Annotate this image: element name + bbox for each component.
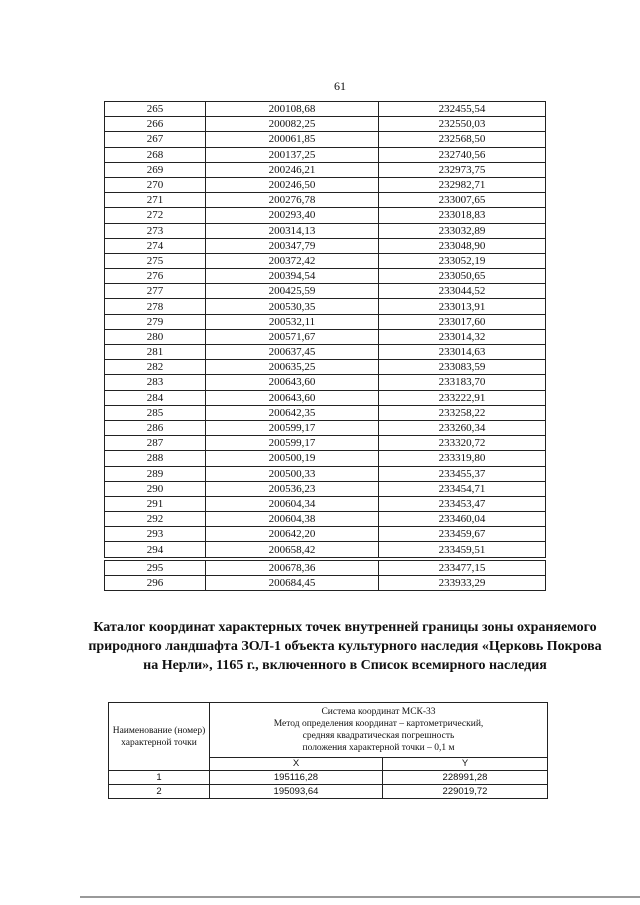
cell-point: 279 <box>105 314 206 329</box>
table-row <box>105 527 546 542</box>
cell-point: 294 <box>105 542 206 557</box>
cell-point: 296 <box>105 576 206 591</box>
cell-y: 233320,72 <box>379 436 546 451</box>
cell-y: 233048,90 <box>379 238 546 253</box>
cell-y: 233459,67 <box>379 527 546 542</box>
cell-x: 200394,54 <box>206 269 379 284</box>
cell-y: 233319,80 <box>379 451 546 466</box>
cell-x: 200678,36 <box>206 561 379 576</box>
coordinate-table-continued <box>104 560 546 591</box>
cell-y: 233222,91 <box>379 390 546 405</box>
table-row <box>105 481 546 496</box>
table-row <box>105 466 546 481</box>
cell-x: 200276,78 <box>206 193 379 208</box>
cell-point: 273 <box>105 223 206 238</box>
cell-x: 200372,42 <box>206 253 379 268</box>
cell-y: 233013,91 <box>379 299 546 314</box>
cell-y: 233017,60 <box>379 314 546 329</box>
cell-point: 276 <box>105 269 206 284</box>
cell-x: 200293,40 <box>206 208 379 223</box>
table-row <box>105 117 546 132</box>
table-row <box>105 102 546 117</box>
cell-point: 295 <box>105 561 206 576</box>
cell-y: 233258,22 <box>379 405 546 420</box>
cell-point: 1 <box>109 771 210 785</box>
cell-y: 233032,89 <box>379 223 546 238</box>
cell-point: 293 <box>105 527 206 542</box>
table-row <box>105 223 546 238</box>
table-row <box>105 576 546 591</box>
cell-x: 200599,17 <box>206 436 379 451</box>
cell-point: 266 <box>105 117 206 132</box>
cell-x: 200108,68 <box>206 102 379 117</box>
table-row <box>105 238 546 253</box>
cell-point: 281 <box>105 345 206 360</box>
table-row <box>105 314 546 329</box>
header-x: X <box>210 758 383 771</box>
cell-point: 291 <box>105 496 206 511</box>
cell-point: 265 <box>105 102 206 117</box>
table-row <box>105 299 546 314</box>
cell-x: 200347,79 <box>206 238 379 253</box>
cell-x: 200643,60 <box>206 375 379 390</box>
table-row <box>105 390 546 405</box>
cell-y: 233052,19 <box>379 253 546 268</box>
table-row <box>105 253 546 268</box>
table-row <box>105 269 546 284</box>
cell-x: 200532,11 <box>206 314 379 329</box>
cell-x: 195116,28 <box>210 771 383 785</box>
cell-x: 195093,64 <box>210 785 383 799</box>
table-row <box>109 785 548 799</box>
cell-x: 200637,45 <box>206 345 379 360</box>
header-y: Y <box>383 758 548 771</box>
cell-point: 272 <box>105 208 206 223</box>
cell-x: 200536,23 <box>206 481 379 496</box>
cell-x: 200425,59 <box>206 284 379 299</box>
table-row <box>105 162 546 177</box>
header-system-line: положения характерной точки – 0,1 м <box>302 743 455 753</box>
table-row <box>105 193 546 208</box>
cell-y: 232740,56 <box>379 147 546 162</box>
cell-y: 233083,59 <box>379 360 546 375</box>
cell-point: 268 <box>105 147 206 162</box>
cell-y: 233014,63 <box>379 345 546 360</box>
coordinate-table <box>104 101 546 558</box>
cell-point: 286 <box>105 420 206 435</box>
cell-y: 232455,54 <box>379 102 546 117</box>
cell-y: 233260,34 <box>379 420 546 435</box>
cell-y: 232973,75 <box>379 162 546 177</box>
cell-y: 233453,47 <box>379 496 546 511</box>
table-row <box>105 147 546 162</box>
cell-y: 233933,29 <box>379 576 546 591</box>
cell-y: 232568,50 <box>379 132 546 147</box>
cell-y: 233007,65 <box>379 193 546 208</box>
table-row <box>105 329 546 344</box>
table-row <box>105 360 546 375</box>
cell-y: 233477,15 <box>379 561 546 576</box>
table-row <box>105 451 546 466</box>
header-system-line: Система координат МСК-33 <box>321 707 436 717</box>
table-row <box>105 345 546 360</box>
table-row <box>105 405 546 420</box>
cell-x: 200246,50 <box>206 177 379 192</box>
cell-y: 233014,32 <box>379 329 546 344</box>
cell-point: 270 <box>105 177 206 192</box>
page-edge-line <box>80 896 640 898</box>
table-row <box>105 436 546 451</box>
cell-point: 267 <box>105 132 206 147</box>
cell-x: 200643,60 <box>206 390 379 405</box>
header-point-name: Наименование (номер) характерной точки <box>109 703 210 771</box>
cell-point: 274 <box>105 238 206 253</box>
header-system-line: средняя квадратическая погрешность <box>302 731 455 741</box>
cell-x: 200604,34 <box>206 496 379 511</box>
cell-point: 288 <box>105 451 206 466</box>
cell-point: 289 <box>105 466 206 481</box>
table-row <box>105 512 546 527</box>
cell-y: 233183,70 <box>379 375 546 390</box>
cell-y: 233454,71 <box>379 481 546 496</box>
table-row <box>105 496 546 511</box>
cell-y: 233460,04 <box>379 512 546 527</box>
cell-x: 200082,25 <box>206 117 379 132</box>
page-number: 61 <box>334 79 346 93</box>
cell-point: 275 <box>105 253 206 268</box>
cell-y: 233455,37 <box>379 466 546 481</box>
cell-x: 200571,67 <box>206 329 379 344</box>
cell-point: 285 <box>105 405 206 420</box>
cell-x: 200500,19 <box>206 451 379 466</box>
cell-y: 233044,52 <box>379 284 546 299</box>
cell-x: 200137,25 <box>206 147 379 162</box>
cell-y: 233459,51 <box>379 542 546 557</box>
cell-x: 200530,35 <box>206 299 379 314</box>
cell-point: 292 <box>105 512 206 527</box>
cell-point: 283 <box>105 375 206 390</box>
table-row <box>105 542 546 557</box>
cell-y: 232982,71 <box>379 177 546 192</box>
cell-point: 2 <box>109 785 210 799</box>
cell-point: 290 <box>105 481 206 496</box>
header-system-line: Метод определения координат – картометрический, <box>273 719 484 729</box>
cell-x: 200684,45 <box>206 576 379 591</box>
catalog-table <box>108 702 548 799</box>
cell-x: 200500,33 <box>206 466 379 481</box>
cell-y: 233018,83 <box>379 208 546 223</box>
cell-x: 200061,85 <box>206 132 379 147</box>
cell-x: 200604,38 <box>206 512 379 527</box>
table-row <box>105 132 546 147</box>
cell-point: 284 <box>105 390 206 405</box>
table-row <box>105 177 546 192</box>
cell-point: 280 <box>105 329 206 344</box>
catalog-title: Каталог координат характерных точек внутренней границы зоны охраняемого природного ландшафта ЗОЛ-1 объекта культурного наследия «Церковь Покрова на Нерли», 1165 г., включенного в Список всемирного наследия <box>88 620 602 673</box>
cell-y: 229019,72 <box>383 785 548 799</box>
cell-y: 233050,65 <box>379 269 546 284</box>
cell-x: 200246,21 <box>206 162 379 177</box>
cell-x: 200642,35 <box>206 405 379 420</box>
cell-x: 200658,42 <box>206 542 379 557</box>
cell-x: 200642,20 <box>206 527 379 542</box>
table-row <box>105 561 546 576</box>
cell-point: 278 <box>105 299 206 314</box>
cell-y: 232550,03 <box>379 117 546 132</box>
cell-x: 200599,17 <box>206 420 379 435</box>
cell-point: 282 <box>105 360 206 375</box>
table-row <box>105 420 546 435</box>
cell-point: 271 <box>105 193 206 208</box>
cell-x: 200635,25 <box>206 360 379 375</box>
table-row <box>109 771 548 785</box>
table-row <box>105 375 546 390</box>
cell-point: 277 <box>105 284 206 299</box>
cell-x: 200314,13 <box>206 223 379 238</box>
cell-point: 269 <box>105 162 206 177</box>
table-row <box>105 208 546 223</box>
cell-y: 228991,28 <box>383 771 548 785</box>
header-coordinate-system <box>210 703 548 758</box>
table-row <box>105 284 546 299</box>
cell-point: 287 <box>105 436 206 451</box>
